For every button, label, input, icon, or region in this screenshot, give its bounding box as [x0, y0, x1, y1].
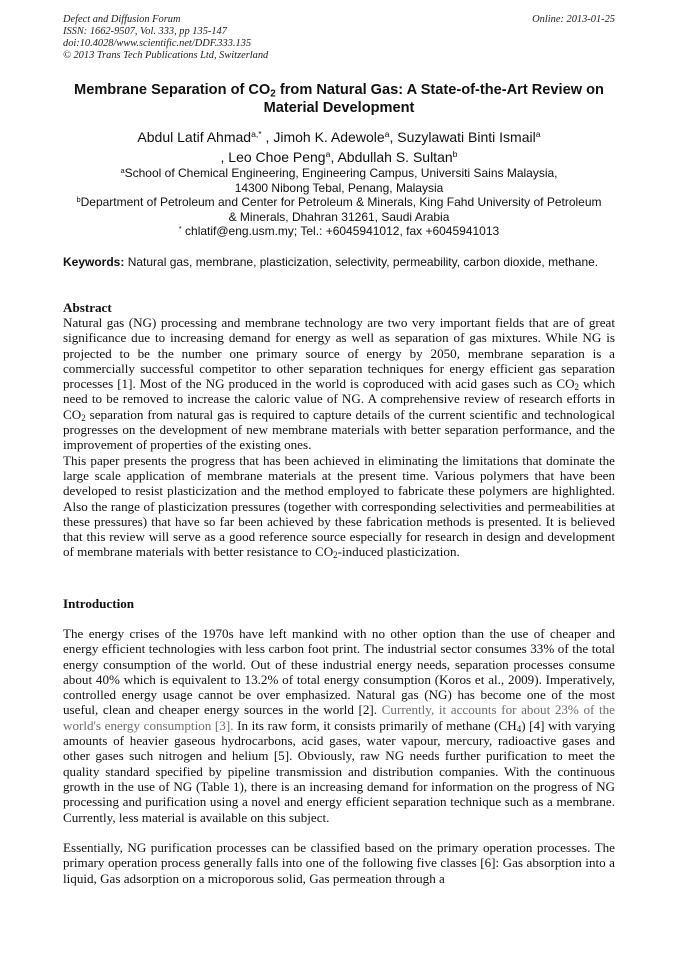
introduction-body [63, 626, 615, 901]
journal-header [63, 14, 615, 62]
keywords [63, 255, 615, 270]
author-name: , Abdullah S. Sultan [330, 149, 453, 165]
abstract-paragraph: This paper presents the progress that has been achieved in eliminating the limitations that dominate the large scale application of membrane materials at the present time. Various polymers that have been developed to resist plasticization and the method employed to fabricate these polymers are highlighted. Also the range of plasticization pressures (together with corresponding selectivities and permeabilities at these pressures) that have so far been achieved by these fabrication methods is presented. It is believed that this review will serve as a good reference source especially for research in design and development of membrane materials with better resistance to $CO_2$-induced plasticization. [63, 452, 615, 561]
author-name: , Leo Choe Peng [220, 149, 326, 165]
corresponding-contact: * chlatif@eng.usm.my; Tel.: +6045941012, fax +6045941013 [178, 224, 500, 239]
copyright-line: © 2013 Trans Tech Publications Ltd, Switzerland [63, 50, 269, 61]
introduction-paragraph: The energy crises of the 1970s have left mankind with no other option than the use of cheaper and energy efficient technologies with less carbon foot print. The industrial sector consumes 33% of the total energy consumption of the world. Out of these industrial energy needs, separation processes consume about 40% which is equivalent to 13.2% of total energy consumption (Koros et al., 2009). Imperatively, controlled energy usage cannot be over emphasized. Natural gas (NG) has become one of the most useful, clean and cheaper energy sources in the world [2]. Currently, it accounts for about 23% of the world's energy consumption [3]. In its raw form, it consists primarily of methane $(CH_4)$ [4] with varying amounts of heavier gaseous hydrocarbons, acid gases, water vapour, mercury, radioactive gases and other gases such nitrogen and helium [5]. Obviously, raw NG needs further purification to meet the quality standard specified by pipeline transmission and distribution companies. With the continuous growth in the use of NG (Table 1), there is an increasing demand for information on the progress of NG processing and purification using a novel and energy efficient separation technique such as a membrane. Currently, less material is available on this subject. [63, 626, 615, 825]
author-list: Abdul Latif Ahmad$^{a,*}$ , Jimoh K. Adewole$^a$, Suzylawati Binti Ismail$^a$ , Leo Choe Peng$^a$, Abdullah S. Sultan$^b$ [137, 129, 541, 165]
affiliation-b: $^b$Department of Petroleum and Center for Petroleum & Minerals, King Fahd University of Petroleum [76, 195, 602, 210]
abstract-body [63, 315, 615, 560]
introduction-paragraph: Essentially, NG purification processes can be classified based on the primary operation processes. The primary operation process generally falls into one of the following five classes [6]: Gas absorption into a liquid, Gas adsorption on a microporous solid, Gas permeation through a [63, 840, 615, 886]
affiliations [63, 166, 615, 239]
abstract-heading: Abstract [63, 300, 112, 315]
abstract-paragraph: Natural gas (NG) processing and membrane technology are two very important fields that are of great significance due to increasing demand for energy as well as separation of gas mixtures. While NG is projected to be the number one primary source of energy by 2050, membrane separation is a commercially successful competitor to other separation techniques for energy efficient gas separation processes [1]. Most of the NG produced in the world is coproduced with acid gases such as $CO_2$ which need to be removed to increase the caloric value of NG. A comprehensive review of research efforts in $CO_2$ separation from natural gas is required to capture details of the current scientific and technological progresses on the development of new membrane materials with better separation performance, and the improvement of properties of the existing ones. [63, 315, 615, 453]
keywords-text: Natural gas, membrane, plasticization, selectivity, permeability, carbon dioxide, methane. [124, 255, 599, 269]
issn-line: ISSN: 1662-9507, Vol. 333, pp 135-147 [63, 26, 227, 37]
author-name: Abdul Latif Ahmad [137, 129, 252, 145]
online-date: Online: 2013-01-25 [532, 14, 615, 25]
affiliation-a: $^a$School of Chemical Engineering, Engineering Campus, Universiti Sains Malaysia, [120, 165, 558, 180]
author-name: , Suzylawati Binti Ismail [389, 129, 536, 145]
author-name: , Jimoh K. Adewole [261, 129, 385, 145]
affiliation-b-address: & Minerals, Dhahran 31261, Saudi Arabia [228, 209, 450, 224]
doi-line: doi:10.4028/www.scientific.net/DDF.333.135 [63, 38, 252, 49]
keywords-label: Keywords: [63, 255, 125, 269]
affiliation-a-address: 14300 Nibong Tebal, Penang, Malaysia [234, 180, 444, 195]
introduction-heading: Introduction [63, 596, 135, 611]
journal-name: Defect and Diffusion Forum [63, 14, 181, 25]
paper-title: Membrane Separation of $CO_2$ from Natural Gas: A State-of-the-Art Review on Material Development [74, 82, 604, 116]
